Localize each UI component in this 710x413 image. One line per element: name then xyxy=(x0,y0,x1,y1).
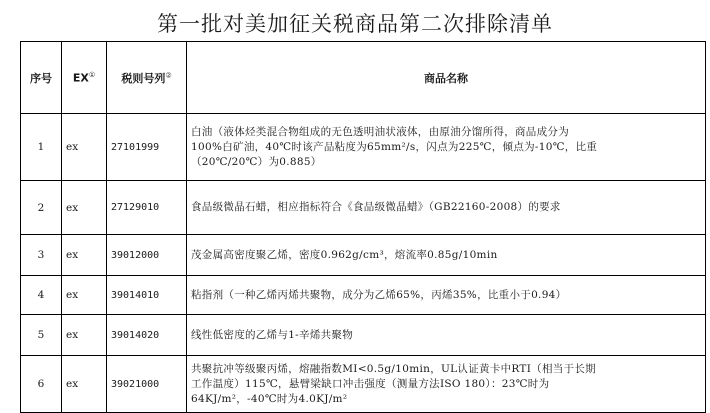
cell-ex: ex xyxy=(62,315,107,356)
cell-code: 39012000 xyxy=(107,235,187,276)
cell-code: 27129010 xyxy=(107,181,187,235)
cell-code: 27101999 xyxy=(107,114,187,181)
cell-code: 39014010 xyxy=(107,276,187,315)
cell-no: 4 xyxy=(21,276,62,315)
cell-no: 6 xyxy=(21,356,62,413)
table-row xyxy=(21,315,706,356)
table-row xyxy=(21,114,706,181)
cell-name xyxy=(187,114,706,181)
cell-no: 1 xyxy=(21,114,62,181)
desc-line: 100%白矿油，40℃时该产品粘度为65mm²/s，闪点为225℃，倾点为-10℃，比重 xyxy=(191,140,598,153)
desc-line: 食品级微晶石蜡，相应指标符合《食品级微晶蜡》（GB22160-2008）的要求 xyxy=(191,201,561,213)
page-title: 第一批对美加征关税商品第二次排除清单 xyxy=(157,12,553,36)
desc-line: 白油（液体烃类混合物组成的无色透明油状液体，由原油分馏所得，商品成分为 xyxy=(191,125,569,138)
table-header-row xyxy=(21,42,706,114)
exclusion-list-table xyxy=(20,41,706,413)
desc-line: 64KJ/m²，-40℃时为4.0KJ/m² xyxy=(191,392,348,405)
cell-ex: ex xyxy=(62,114,107,181)
header-no: 序号 xyxy=(21,42,62,114)
table-row xyxy=(21,181,706,235)
desc-line: 共聚抗冲等级聚丙烯，熔融指数MI<0.5g/10min，UL认证黄卡中RTI（相当于长期 xyxy=(191,362,596,375)
cell-name xyxy=(187,315,706,356)
cell-no: 2 xyxy=(21,181,62,235)
desc-line: 粘指剂（一种乙烯丙烯共聚物，成分为乙烯65%，丙烯35%，比重小于0.94） xyxy=(191,288,567,301)
cell-no: 3 xyxy=(21,235,62,276)
cell-ex: ex xyxy=(62,235,107,276)
table-row xyxy=(21,356,706,413)
table-row xyxy=(21,276,706,315)
cell-name xyxy=(187,181,706,235)
desc-line: 茂金属高密度聚乙烯，密度0.962g/cm³，熔流率0.85g/10min xyxy=(191,248,498,261)
desc-line: 工作温度）115℃，悬臂梁缺口冲击强度（测量方法ISO 180）：23℃时为 xyxy=(191,377,550,390)
cell-code: 39021000 xyxy=(107,356,187,413)
header-code: 税则号列② xyxy=(107,42,187,114)
header-name: 商品名称 xyxy=(187,42,706,114)
cell-name xyxy=(187,276,706,315)
footnote-marker: ① xyxy=(88,70,96,79)
cell-no: 5 xyxy=(21,315,62,356)
desc-line: （20℃/20℃）为0.885） xyxy=(191,155,322,168)
cell-ex: ex xyxy=(62,181,107,235)
cell-ex: ex xyxy=(62,356,107,413)
cell-code: 39014020 xyxy=(107,315,187,356)
desc-line: 线性低密度的乙烯与1-辛烯共聚物 xyxy=(191,328,354,341)
cell-name xyxy=(187,235,706,276)
cell-ex: ex xyxy=(62,276,107,315)
table-row xyxy=(21,235,706,276)
cell-name xyxy=(187,356,706,413)
header-ex: EX① xyxy=(62,42,107,114)
footnote-marker: ② xyxy=(165,70,172,79)
